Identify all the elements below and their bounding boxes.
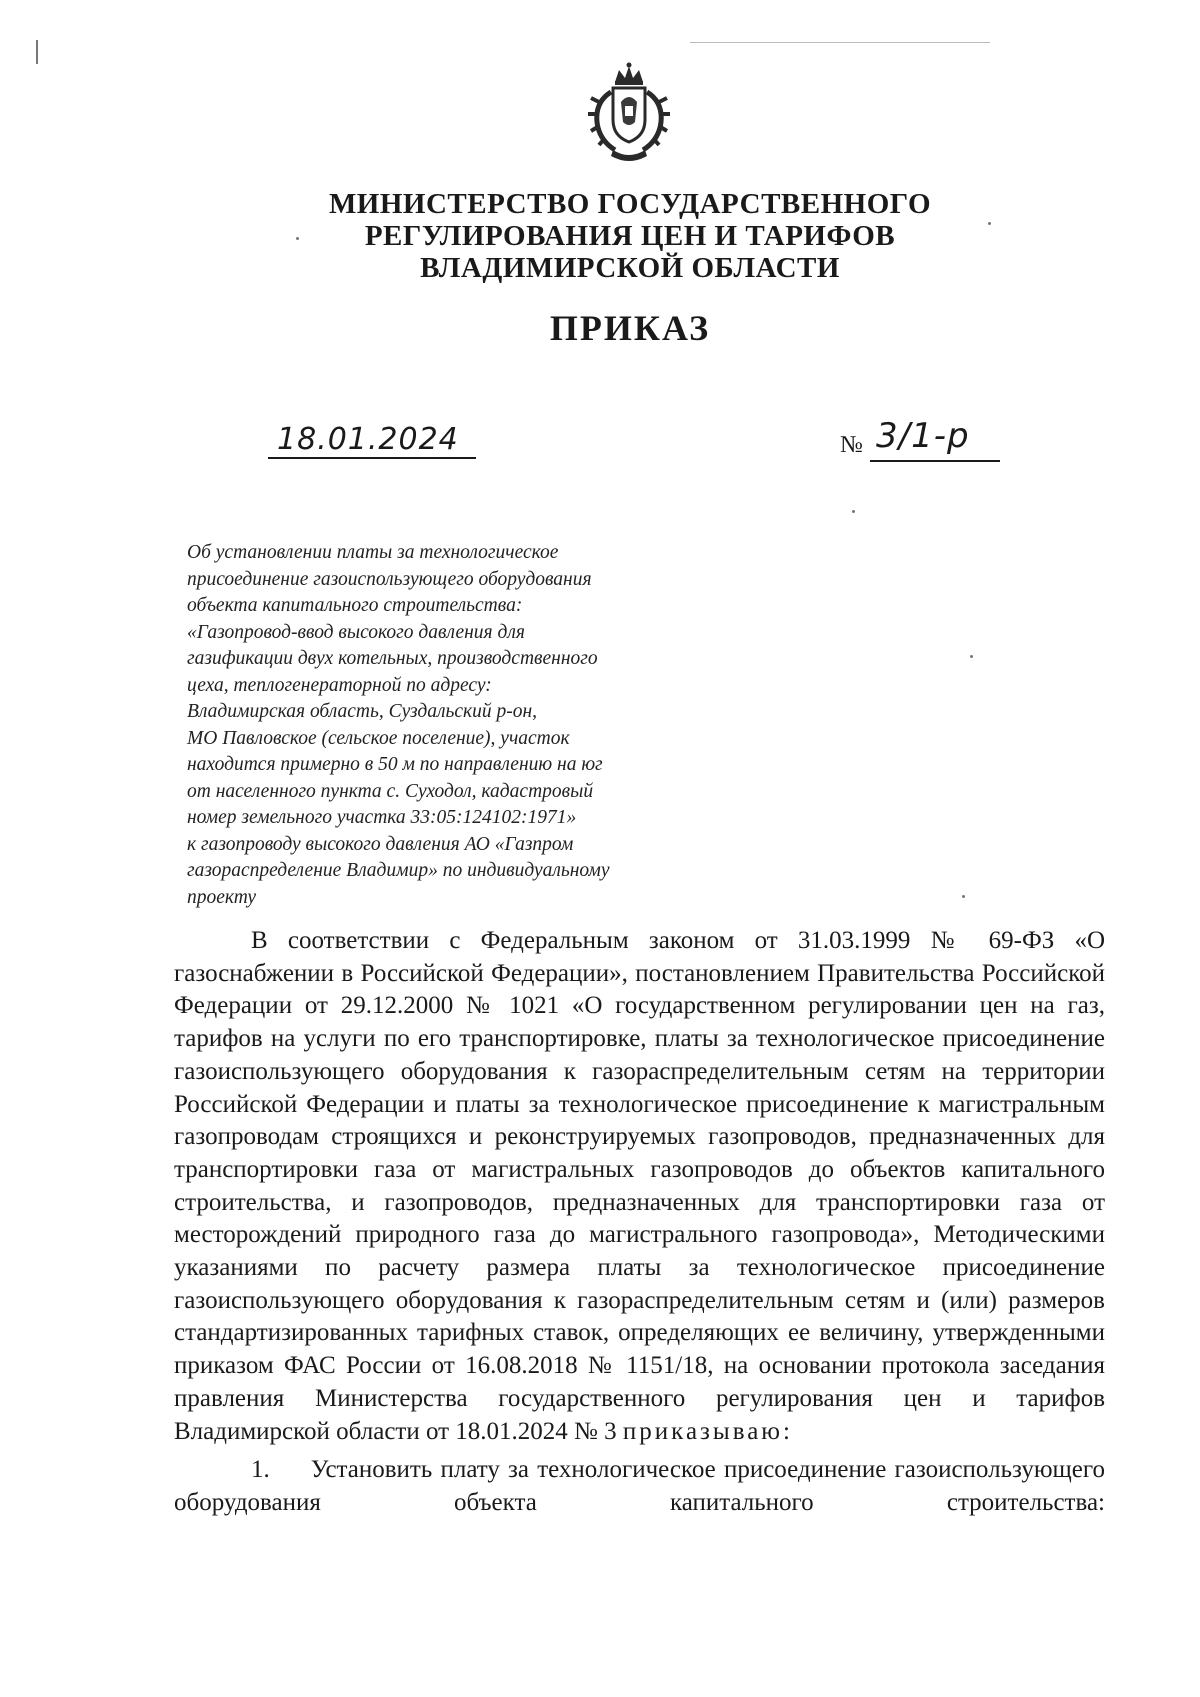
subject-line: к газопроводу высокого давления АО «Газпром [187, 833, 574, 855]
ministry-line-3: ВЛАДИМИРСКОЙ ОБЛАСТИ [420, 252, 840, 284]
item-1-text: Установить плату за технологическое присоединение газоиспользующего оборудования объекта капитального строительства: [174, 1456, 1105, 1516]
ministry-line-2: РЕГУЛИРОВАНИЯ ЦЕН И ТАРИФОВ [364, 220, 896, 252]
subject-line: находится примерно в 50 м по направлению на юг [187, 754, 603, 775]
subject-line: от населенного пункта с. Суходол, кадастровый [187, 780, 594, 802]
subject-line: МО Павловское (сельское поселение), участок [187, 727, 570, 749]
coat-of-arms-emblem [585, 62, 673, 164]
subject-line: газификации двух котельных, производственного [187, 648, 598, 669]
order-body [174, 925, 1105, 1520]
order-number: 3/1-р [876, 416, 970, 456]
subject-line: Владимирская область, Суздальский р-он, [187, 701, 538, 722]
subject-line: объекта капитального строительства: [187, 595, 523, 616]
item-1-number: 1. [251, 1456, 270, 1484]
order-word: приказываю: [622, 1417, 793, 1445]
date-underline [268, 457, 476, 459]
subject-line: газораспределение Владимир» по индивидуальному [187, 860, 610, 881]
subject-line: цеха, теплогенераторной по адресу: [187, 674, 492, 696]
subject-line: проекту [187, 886, 257, 908]
preamble-paragraph [174, 925, 1105, 1448]
ministry-name [250, 188, 1010, 284]
document-type-title: ПРИКАЗ [549, 308, 711, 348]
item-1-paragraph [174, 1454, 1105, 1519]
subject-line: Об установлении платы за технологическое [187, 542, 559, 563]
subject-line: «Газопровод-ввод высокого давления для [187, 621, 525, 643]
subject-line: номер земельного участка 33:05:124102:1971» [187, 807, 577, 828]
order-date: 18.01.2024 [277, 422, 459, 457]
subject-line: присоединение газоиспользующего оборудования [187, 568, 592, 590]
ministry-line-1: МИНИСТЕРСТВО ГОСУДАРСТВЕННОГО [328, 188, 932, 220]
order-subject [187, 540, 707, 911]
preamble-text: В соответствии с Федеральным законом от 31.03.1999 № 69-ФЗ «О газоснабжении в Российской Федерации», постановлением Правительства Российской Федерации от 29.12.2000 № 1021 «О государственном регулировании цен на газ, тарифов на услуги по его транспортировке, платы за технологическое присоединение газоиспользующего оборудования к газораспределительным сетям на территории Российской Федерации и платы за технологическое присоединение к магистральным газопроводам строящихся и реконструируемых газопроводов, предназначенных для транспортировки газа от магистральных газопроводов до объектов капитального строительства, и газопроводов, предназначенных для транспортировки газа от месторождений природного газа до магистрального газопровода», Методическими указаниями по расчету размера платы за технологическое присоединение газоиспользующего оборудования к газораспределительным сетям и (или) размеров стандартизированных тарифных ставок, определяющих ее величину, утвержденными приказом ФАС России от 16.08.2018 № 1151/18, на основании протокола заседания правления Министерства государственного регулирования цен и тарифов Владимирской области от 18.01.2024 № 3 [174, 927, 1105, 1445]
number-underline [870, 460, 1000, 462]
number-sign: № [840, 432, 863, 458]
